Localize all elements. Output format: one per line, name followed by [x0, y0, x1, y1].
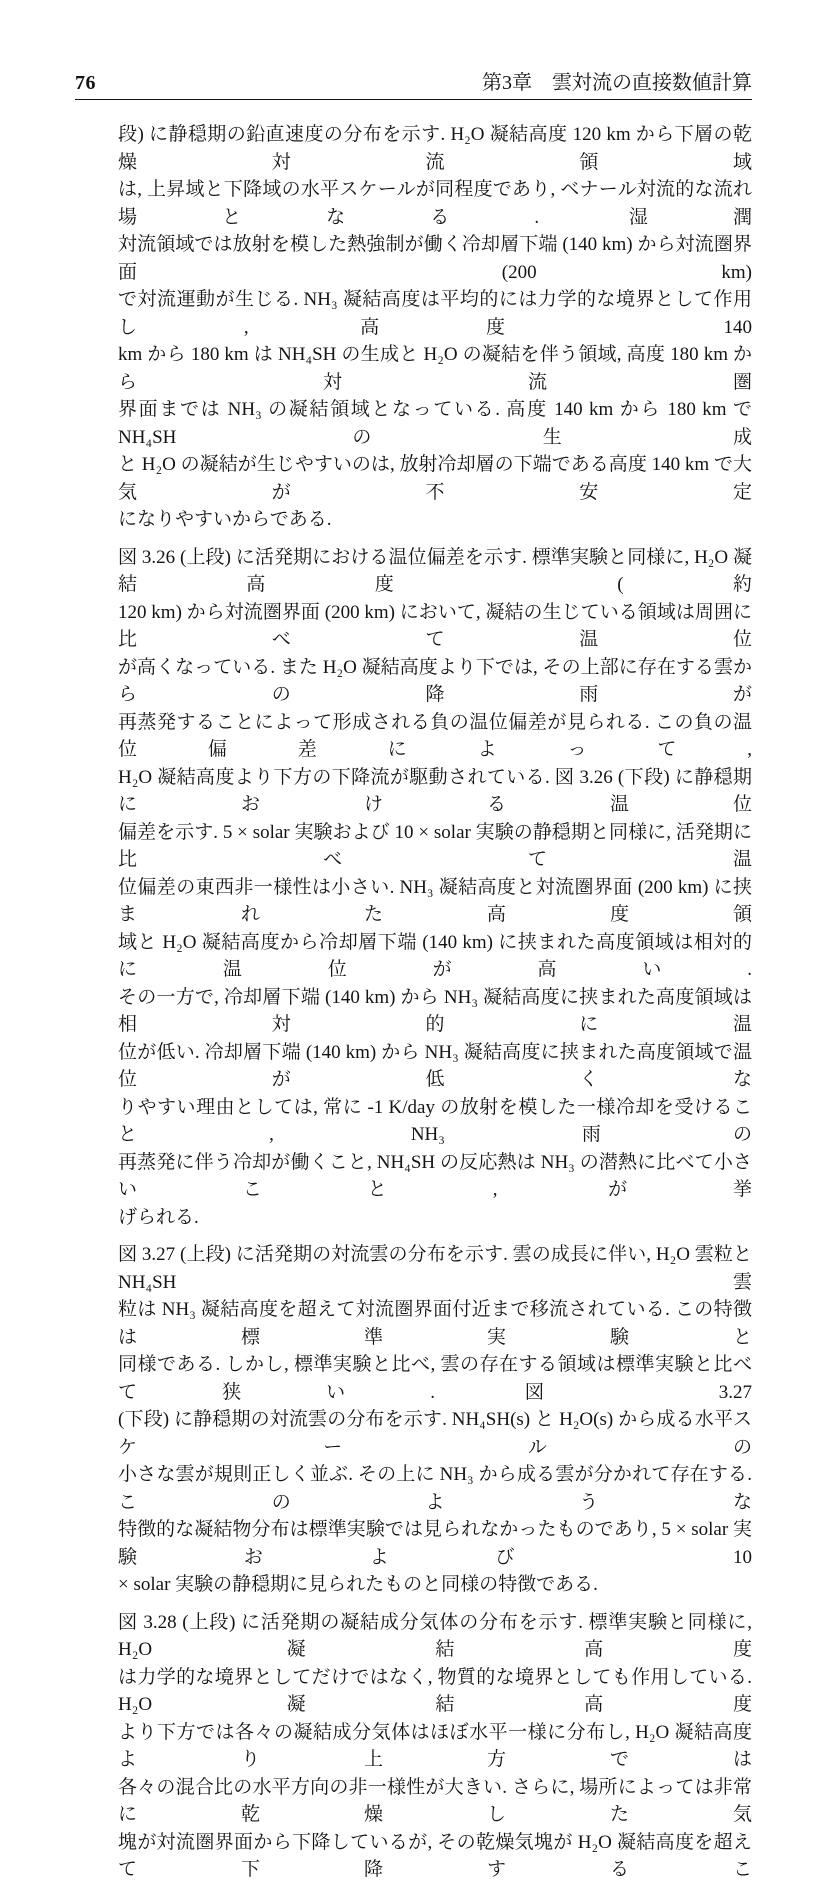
text-line: km から 180 km は NH₄SH の生成と H₂O の凝結を伴う領域, 高度 180 km から対流圏	[118, 344, 752, 393]
text-line: 同様である. しかし, 標準実験と比べ, 雲の存在する領域は標準実験と比べて狭い. 図 3.27	[118, 1354, 752, 1403]
paragraph	[118, 544, 752, 1232]
chapter-title: 第3章 雲対流の直接数値計算	[482, 72, 752, 94]
paragraph	[118, 1241, 752, 1599]
document-body	[118, 121, 752, 1884]
text-line: 粒は NH₃ 凝結高度を超えて対流圏界面付近まで移流されている. この特徴は標準実験と	[118, 1299, 752, 1348]
text-line: 域と H₂O 凝結高度から冷却層下端 (140 km) に挟まれた高度領域は相対的に温位が高い.	[118, 931, 752, 980]
text-line: げられる.	[118, 1206, 199, 1228]
text-line: 対流領域では放射を模した熱強制が働く冷却層下端 (140 km) から対流圏界面 (200 km)	[118, 234, 752, 283]
text-line: H₂O 凝結高度より下方の下降流が駆動されている. 図 3.26 (下段) に静穏期における温位	[118, 766, 752, 815]
text-line: は力学的な境界としてだけではなく, 物質的な境界としても作用している. H₂O 凝結高度	[118, 1666, 752, 1715]
text-line: になりやすいからである.	[118, 509, 332, 530]
text-line: 図 3.27 (上段) に活発期の対流雲の分布を示す. 雲の成長に伴い, H₂O 雲粒と NH₄SH 雲	[118, 1244, 752, 1293]
paragraph	[118, 121, 752, 534]
text-line: 特徴的な凝結物分布は標準実験では見られなかったものであり, 5 × solar 実験および 10	[118, 1519, 752, 1568]
text-line: 界面までは NH₃ の凝結領域となっている. 高度 140 km から 180 km で NH₄SH の生成	[118, 399, 752, 448]
text-line: 図 3.26 (上段) に活発期における温位偏差を示す. 標準実験と同様に, H₂O 凝結高度 (約	[118, 546, 752, 595]
text-line: 小さな雲が規則正しく並ぶ. その上に NH₃ から成る雲が分かれて存在する. このような	[118, 1464, 752, 1513]
text-line: 塊が対流圏界面から下降しているが, その乾燥気塊が H₂O 凝結高度を超えて下降するこ	[118, 1831, 752, 1880]
text-line: りやすい理由としては, 常に -1 K/day の放射を模した一様冷却を受けること, NH₃ 雨の	[118, 1096, 752, 1145]
text-line: は, 上昇域と下降域の水平スケールが同程度であり, ベナール対流的な流れ場となる. 湿潤	[118, 179, 752, 228]
text-line: (下段) に静穏期の対流雲の分布を示す. NH₄SH(s) と H₂O(s) から成る水平スケールの	[118, 1409, 752, 1458]
text-line: 段) に静穏期の鉛直速度の分布を示す. H₂O 凝結高度 120 km から下層の乾燥対流領域	[118, 124, 752, 173]
text-line: その一方で, 冷却層下端 (140 km) から NH₃ 凝結高度に挟まれた高度領域は相対的に温	[118, 986, 752, 1035]
text-line: 再蒸発することによって形成される負の温位偏差が見られる. この負の温位偏差によって,	[118, 711, 752, 760]
text-line: 各々の混合比の水平方向の非一様性が大きい. さらに, 場所によっては非常に乾燥した気	[118, 1776, 752, 1825]
text-line: が高くなっている. また H₂O 凝結高度より下では, その上部に存在する雲からの降雨が	[118, 656, 752, 705]
text-line: 位偏差の東西非一様性は小さい. NH₃ 凝結高度と対流圏界面 (200 km) に挟まれた高度領	[118, 876, 752, 925]
text-line: 再蒸発に伴う冷却が働くこと, NH₄SH の反応熱は NH₃ の潜熱に比べて小さいこと, が挙	[118, 1151, 752, 1200]
text-line: 偏差を示す. 5 × solar 実験および 10 × solar 実験の静穏期と同様に, 活発期に比べて温	[118, 821, 752, 870]
text-line: で対流運動が生じる. NH₃ 凝結高度は平均的には力学的な境界として作用し, 高度 140	[118, 289, 752, 338]
text-line: 120 km) から対流圏界面 (200 km) において, 凝結の生じている領域は周囲に比べて温位	[118, 601, 752, 650]
text-line: より下方では各々の凝結成分気体はほぼ水平一様に分布し, H₂O 凝結高度より上方では	[118, 1721, 752, 1770]
page-number: 76	[75, 72, 96, 94]
text-line: × solar 実験の静穏期に見られたものと同様の特徴である.	[118, 1574, 598, 1595]
text-line: と H₂O の凝結が生じやすいのは, 放射冷却層の下端である高度 140 km で大気が不安定	[118, 454, 752, 503]
text-line: 位が低い. 冷却層下端 (140 km) から NH₃ 凝結高度に挟まれた高度領域で温位が低くな	[118, 1041, 752, 1090]
page-header	[75, 72, 752, 99]
header-rule	[75, 99, 752, 100]
paragraph	[118, 1609, 752, 1884]
text-line: 図 3.28 (上段) に活発期の凝結成分気体の分布を示す. 標準実験と同様に, H₂O 凝結高度	[118, 1611, 752, 1660]
